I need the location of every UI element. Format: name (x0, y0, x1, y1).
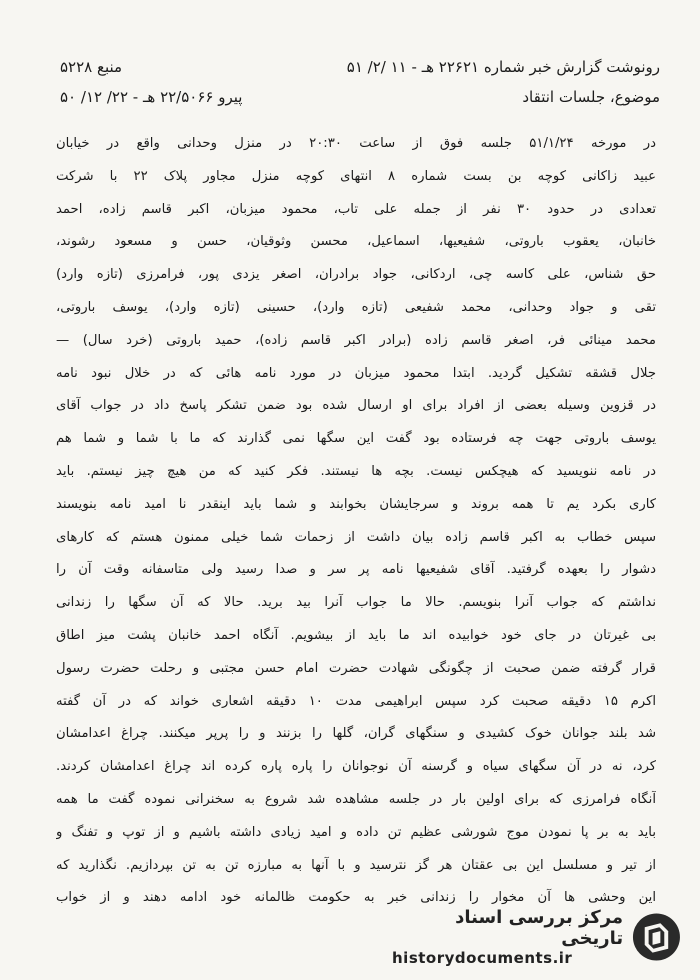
body-line: سپس خطاب به اکبر قاسم زاده بیان داشت از زحمات شما خیلی ممنون هستم که کارهای (56, 529, 656, 545)
body-line: جلال قشقه تشکیل گردید. ابتدا محمود میزبان در مورد نامه هائی که در خلال نبود نامه (56, 365, 656, 381)
body-line: قرار گرفته ضمن صحبت از چگونگی شهادت حضرت امام حسن مجتبی و رحلت حضرت رسول (56, 660, 656, 676)
body-line: دشوار را بعهده گرفتید. آقای شفیعیها نامه پر سر و صدا رسید ولی متاسفانه وقت آن را (56, 562, 656, 578)
body-line: عبید زاکانی کوچه بن بست شماره ۸ انتهای کوچه منزل مجاور پلاک ۲۲ با شرکت (56, 168, 656, 184)
body-line: محمد مینائی فر، اصغر قاسم زاده (برادر اکبر قاسم زاده)، حمید باروتی (خرد سال) — (56, 332, 656, 348)
body-line: تعدادی در حدود ۳۰ نفر از جمله علی تاب، محمود میزبان، اکبر قاسم زاده، احمد (56, 201, 656, 217)
watermark (392, 908, 682, 966)
body-line: این وحشی ها آن مخوار را زندانی خبر به حکومت ظالمانه خود ادامه دهند و از خواب (56, 890, 656, 906)
body-line: تقی و جواد وحدانی، محمد شفیعی (تازه وارد)، حسینی (تازه وارد)، یوسف باروتی، (56, 299, 656, 315)
watermark-url: historydocuments.ir (392, 949, 573, 967)
body-line: کرد، نه در آن سگهای سیاه و گرسنه آن نوجوانان را پاره پاره کرده اند چراغ اعدامشان کردند. (56, 759, 656, 775)
body-line: در قزوین وسیله بعضی از افراد برای او ارسال شده بود ضمن تشکر پاسخ داد در جواب آقای (56, 398, 656, 414)
body-line: در مورخه ۵۱/۱/۲۴ جلسه فوق از ساعت ۲۰:۳۰ در منزل وحدانی واقع در خیابان (56, 136, 656, 151)
historydocuments-logo-icon (631, 911, 682, 963)
body-line: باید به بر پا نمودن موج شورشی عظیم تن داده و امید زیادی داشته باشیم و از توپ و تفنگ و (56, 824, 656, 840)
document-header (60, 52, 660, 112)
body-line: در نامه ننویسید که هیچکس نیست. بچه ها نیستند. فکر کنید که من هیچ چیز نیستم. باید (56, 463, 656, 479)
body-line: اکرم ۱۵ دقیقه صحبت کرد سپس ابراهیمی مدت ۱۰ دقیقه اشعاری خواند که در آن گفته (56, 693, 656, 709)
body-line: شد بلند جوانان خوک کشیدی و سنگهای گران، گلها را بزنند و را پرپر میکنند. چراغ اعدامشان (56, 726, 656, 742)
body-line: خانبان، یعقوب باروتی، شفیعیها، اسماعیل، محسن وثوقیان، حسن و مسعود رشوند، (56, 234, 656, 250)
body-line: حق شناس، علی کاسه چی، اردکانی، جواد برادران، اصغر یزدی پور، فرامرزی (تازه وارد) (56, 267, 656, 283)
report-reference: رونوشت گزارش خبر شماره ۲۲۶۲۱ هـ - ۱۱ /۲/ ۵۱ (346, 58, 660, 76)
watermark-text (392, 907, 623, 967)
body-line: نداشتم که جواب آنرا بنویسم. حالا ما جواب آنرا بید برید. حالا که آن سگها را زندانی (56, 595, 656, 611)
header-line-1 (60, 52, 660, 82)
followup-reference: پیرو ۲۲/۵۰۶۶ هـ - ۲۲/ ۱۲/ ۵۰ (60, 88, 243, 106)
body-line: از تیر و مسلسل این بی عقتان هر گز نترسید و با آنها به مبارزه تن به تن بپردازیم. نگذارید که (56, 857, 656, 873)
watermark-name: مرکز بررسی اسناد تاریخی (455, 907, 624, 949)
body-line: یوسف باروتی جهت چه فرستاده بود گفت این سگها نمی گذارند که ما با شما و شما هم (56, 431, 656, 447)
body-line: آنگاه فرامرزی که برای اولین بار در جلسه مشاهده شد شروع به سخنرانی نموده گفت ما همه (56, 791, 656, 807)
document-body (56, 128, 656, 915)
body-line: کاری بکرد یم تا همه بروند و سرجایشان بخوابند و شما باید اینقدر نا امید نامه بنویسند (56, 496, 656, 512)
source-number: منبع ۵۲۲۸ (60, 58, 123, 76)
header-line-2 (60, 82, 660, 112)
subject-line: موضوع، جلسات انتقاد (522, 88, 660, 106)
body-line: بی غیرتان در جای خود خوابیده اند ما باید از بیشویم. آنگاه احمد خانبان پشت میز اطاق (56, 627, 656, 643)
